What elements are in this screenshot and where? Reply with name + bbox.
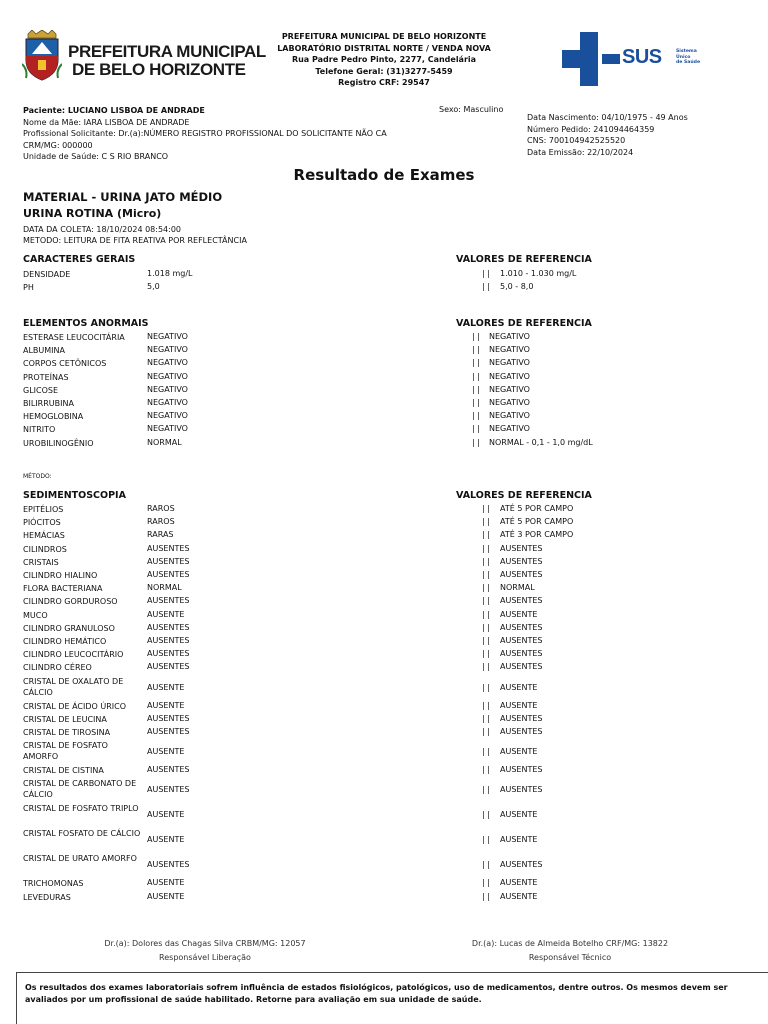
result-value: AUSENTES — [147, 765, 190, 775]
result-name: HEMOGLOBINA — [23, 412, 84, 422]
method-line: METODO: LEITURA DE FITA REATIVA POR REFLECTÂNCIA — [23, 236, 247, 246]
result-separator: | | — [482, 583, 490, 593]
result-name: CILINDRO HIALINO — [23, 571, 98, 580]
result-row — [23, 727, 743, 740]
result-name: CILINDRO HEMÁTICO — [23, 637, 107, 646]
result-name: FLORA BACTERIANA — [23, 584, 103, 594]
result-name: CILINDRO GRANULOSO — [23, 623, 115, 633]
result-reference: NORMAL - 0,1 - 1,0 mg/dL — [489, 437, 593, 447]
result-value: RAROS — [147, 504, 175, 513]
result-name: CRISTAL DE FOSFATO TRIPLO — [23, 804, 139, 814]
result-separator: | | — [482, 878, 490, 888]
result-reference: NORMAL — [500, 583, 535, 593]
cns-number: CNS: 700104942525520 — [527, 136, 626, 146]
signature-role: Responsável Liberação — [159, 953, 251, 962]
result-value: AUSENTES — [147, 727, 190, 736]
result-row — [23, 424, 743, 437]
result-reference: AUSENTES — [500, 636, 543, 645]
result-name: CRISTAL DE CARBONATO DE CÁLCIO — [23, 779, 137, 800]
result-row — [23, 372, 743, 385]
sus-subtitle-line: Sistema — [676, 49, 697, 54]
result-reference: AUSENTE — [500, 835, 538, 845]
result-row — [23, 636, 743, 649]
footer-divider — [16, 972, 768, 973]
result-value: RARAS — [147, 530, 174, 540]
lab-header — [250, 31, 518, 89]
result-value: AUSENTES — [147, 662, 190, 672]
result-value: AUSENTE — [147, 609, 185, 619]
result-separator: | | — [482, 765, 490, 775]
lab-header-line: Rua Padre Pedro Pinto, 2277, Candelária — [291, 55, 477, 65]
result-row — [23, 701, 743, 714]
result-row — [23, 358, 743, 371]
result-name: CILINDRO LEUCOCITÁRIO — [23, 650, 124, 660]
method-label: MÉTODO: — [23, 473, 52, 480]
reference-header: VALORES DE REFERENCIA — [456, 490, 592, 501]
result-value: NORMAL — [147, 583, 182, 593]
result-name: CRISTAL DE OXALATO DE CÁLCIO — [23, 676, 124, 697]
result-name: ESTERASE LEUCOCITÁRIA — [23, 333, 125, 342]
result-row — [23, 385, 743, 398]
result-value: AUSENTES — [147, 622, 190, 632]
signature-name: Dr.(a): Lucas de Almeida Botelho CRF/MG: 13822 — [471, 939, 669, 948]
result-value: 1.018 mg/L — [147, 269, 193, 278]
result-row — [23, 411, 743, 424]
result-value: NEGATIVO — [147, 398, 188, 407]
result-name: CILINDRO CÉREO — [23, 663, 92, 673]
result-reference: AUSENTES — [500, 570, 543, 579]
result-row — [23, 623, 743, 636]
result-reference: AUSENTES — [500, 713, 543, 723]
result-reference: AUSENTE — [500, 700, 538, 710]
result-name: CRISTAL FOSFATO DE CÁLCIO — [23, 829, 141, 839]
result-row — [23, 583, 743, 596]
result-reference: AUSENTES — [500, 556, 543, 566]
result-name: BILIRRUBINA — [23, 399, 74, 408]
result-reference: AUSENTE — [500, 891, 538, 901]
result-row — [23, 828, 743, 853]
result-reference: NEGATIVO — [489, 371, 530, 381]
health-unit: Unidade de Saúde: C S RIO BRANCO — [23, 152, 169, 162]
patient-info — [23, 105, 387, 163]
result-separator: | | — [482, 622, 490, 632]
result-row — [23, 740, 743, 765]
signature-name: Dr.(a): Dolores das Chagas Silva CRBM/MG: 12057 — [104, 939, 306, 948]
result-value: NEGATIVO — [147, 371, 188, 381]
collection-date: DATA DA COLETA: 18/10/2024 08:54:00 — [23, 225, 181, 234]
result-row — [23, 596, 743, 609]
result-reference: ATÉ 3 POR CAMPO — [500, 530, 574, 540]
result-reference: AUSENTES — [500, 649, 543, 659]
result-value: AUSENTES — [147, 556, 190, 566]
birth-date: Data Nascimento: 04/10/1975 - 49 Anos — [527, 113, 688, 122]
result-row — [23, 778, 743, 803]
result-reference: NEGATIVO — [489, 424, 530, 434]
result-name: PH — [23, 283, 34, 293]
result-separator: | | — [482, 596, 490, 606]
result-row — [23, 282, 743, 295]
page-title: Resultado de Exames — [293, 166, 475, 184]
result-name: LEVEDURAS — [23, 892, 71, 902]
result-name: CORPOS CETÔNICOS — [23, 359, 107, 369]
mother-name: Nome da Mãe: IARA LISBOA DE ANDRADE — [23, 117, 190, 127]
result-separator: | | — [472, 411, 480, 421]
result-value: NEGATIVO — [147, 332, 188, 341]
result-reference: AUSENTES — [500, 785, 543, 795]
result-name: CRISTAIS — [23, 557, 59, 567]
result-row — [23, 557, 743, 570]
result-reference: AUSENTE — [500, 747, 538, 757]
result-value: AUSENTE — [147, 878, 185, 888]
result-row — [23, 438, 743, 451]
result-separator: | | — [472, 424, 480, 434]
result-row — [23, 610, 743, 623]
signature-liberacao — [60, 937, 350, 965]
sus-subtitle-line: Único — [676, 54, 691, 60]
result-row — [23, 878, 743, 891]
result-reference: AUSENTE — [500, 878, 538, 888]
result-value: AUSENTES — [147, 636, 190, 645]
patient-sex: Sexo: Masculino — [439, 105, 504, 114]
reference-header: VALORES DE REFERENCIA — [456, 254, 592, 265]
result-value: AUSENTES — [147, 713, 190, 723]
result-name: NITRITO — [23, 425, 56, 435]
result-reference: AUSENTES — [500, 596, 543, 606]
result-value: NEGATIVO — [147, 411, 188, 421]
lab-header-line: PREFEITURA MUNICIPAL DE BELO HORIZONTE — [281, 32, 487, 41]
city-coat-of-arms-icon — [22, 30, 62, 82]
result-name: UROBILINOGÊNIO — [23, 438, 94, 448]
signature-role: Responsável Técnico — [528, 953, 612, 962]
result-separator: | | — [482, 543, 490, 553]
result-row — [23, 544, 743, 557]
result-separator: | | — [472, 371, 480, 381]
result-name: MUCO — [23, 610, 48, 620]
result-value: AUSENTE — [147, 700, 185, 710]
result-name: PROTEÍNAS — [23, 372, 69, 382]
lab-header-line: Registro CRF: 29547 — [338, 78, 430, 88]
result-reference: AUSENTES — [500, 622, 543, 632]
section-title-sedimento: SEDIMENTOSCOPIA — [23, 490, 126, 501]
result-row — [23, 332, 743, 345]
result-separator: | | — [472, 332, 480, 341]
result-separator: | | — [482, 810, 490, 820]
sus-subtitle-line: de Saúde — [676, 60, 701, 66]
result-separator: | | — [482, 530, 490, 540]
result-name: ALBUMINA — [23, 346, 65, 356]
issue-date: Data Emissão: 22/10/2024 — [527, 147, 634, 157]
result-value: NORMAL — [147, 437, 182, 447]
result-name: CILINDRO GORDUROSO — [23, 597, 118, 607]
lab-header-line: Telefone Geral: (31)3277-5459 — [315, 66, 453, 76]
result-separator: | | — [482, 282, 490, 292]
result-row — [23, 269, 743, 282]
result-separator: | | — [482, 649, 490, 659]
result-row — [23, 504, 743, 517]
result-reference: AUSENTES — [500, 662, 543, 672]
result-reference: AUSENTE — [500, 810, 538, 820]
sus-wordmark: SUS — [622, 46, 662, 68]
result-separator: | | — [482, 609, 490, 619]
city-logo-wordmark — [68, 43, 266, 79]
result-row — [23, 517, 743, 530]
result-value: NEGATIVO — [147, 345, 188, 355]
patient-extra-info — [527, 112, 688, 158]
result-name: PIÓCITOS — [23, 518, 61, 528]
result-value: AUSENTES — [147, 570, 190, 579]
result-name: EPITÉLIOS — [23, 505, 64, 514]
result-separator: | | — [482, 682, 490, 692]
result-value: AUSENTES — [147, 649, 190, 659]
result-reference: AUSENTES — [500, 543, 543, 553]
result-name: CRISTAL DE ÁCIDO ÚRICO — [23, 701, 127, 711]
result-separator: | | — [482, 727, 490, 736]
result-row — [23, 345, 743, 358]
result-reference: NEGATIVO — [489, 398, 530, 407]
result-reference: AUSENTES — [500, 765, 543, 775]
result-reference: 5,0 - 8,0 — [500, 282, 534, 292]
result-value: AUSENTES — [147, 785, 190, 795]
result-separator: | | — [472, 398, 480, 407]
result-name: CRISTAL DE TIROSINA — [23, 728, 111, 737]
result-separator: | | — [482, 891, 490, 901]
result-value: AUSENTES — [147, 543, 190, 553]
result-name: CRISTAL DE URATO AMORFO — [23, 854, 137, 864]
result-value: RAROS — [147, 517, 175, 527]
result-separator: | | — [482, 269, 490, 278]
order-number: Número Pedido: 241094464359 — [527, 124, 655, 134]
result-row — [23, 892, 743, 905]
result-name: CRISTAL DE CISTINA — [23, 766, 104, 776]
exam-heading: URINA ROTINA (Micro) — [23, 207, 162, 220]
result-reference: ATÉ 5 POR CAMPO — [500, 517, 574, 527]
result-value: AUSENTE — [147, 835, 185, 845]
result-row — [23, 662, 743, 675]
result-reference: 1.010 - 1.030 mg/L — [500, 269, 577, 278]
result-row — [23, 676, 743, 701]
result-reference: NEGATIVO — [489, 332, 530, 341]
requesting-professional: Profissional Solicitante: Dr.(a):NÚMERO REGISTRO PROFISSIONAL DO SOLICITANTE NÃO CA — [23, 129, 387, 139]
result-name: GLICOSE — [23, 385, 59, 395]
result-value: AUSENTES — [147, 596, 190, 606]
result-row — [23, 853, 743, 878]
logo-line-2: DE BELO HORIZONTE — [72, 60, 246, 79]
result-value: NEGATIVO — [147, 358, 188, 368]
result-reference: NEGATIVO — [489, 411, 530, 421]
result-name: DENSIDADE — [23, 270, 71, 279]
sus-subtitle — [676, 49, 700, 66]
result-separator: | | — [482, 570, 490, 579]
result-separator: | | — [482, 504, 490, 513]
logo-line-1: PREFEITURA MUNICIPAL — [68, 42, 266, 61]
result-separator: | | — [472, 345, 480, 355]
result-reference: ATÉ 5 POR CAMPO — [500, 504, 574, 513]
result-separator: | | — [472, 358, 480, 368]
patient-name: Paciente: LUCIANO LISBOA DE ANDRADE — [23, 106, 205, 115]
result-value: AUSENTE — [147, 810, 185, 820]
result-row — [23, 530, 743, 543]
result-name: TRICHOMONAS — [23, 879, 84, 889]
footer-disclaimer: Os resultados dos exames laboratoriais sofrem influência de estados fisiológicos, patológicos, uso de medicamentos, dentre outros. Os mesmos devem ser avaliados por um profissional de saúde habilitado. Retorne para avaliação em sua unidade de saúde. — [25, 983, 728, 1004]
result-separator: | | — [482, 662, 490, 672]
result-value: AUSENTE — [147, 682, 185, 692]
crm-number: CRM/MG: 000000 — [23, 140, 93, 150]
result-name: HEMÁCIAS — [23, 531, 65, 541]
result-value: AUSENTE — [147, 891, 185, 901]
result-reference: NEGATIVO — [489, 345, 530, 355]
result-row — [23, 765, 743, 778]
result-row — [23, 649, 743, 662]
result-separator: | | — [482, 747, 490, 757]
result-reference: AUSENTE — [500, 682, 538, 692]
result-separator: | | — [482, 785, 490, 795]
result-reference: NEGATIVO — [489, 384, 530, 394]
result-name: CRISTAL DE FOSFATO AMORFO — [23, 741, 108, 762]
material-heading: MATERIAL - URINA JATO MÉDIO — [23, 190, 223, 204]
signature-tecnico — [425, 937, 715, 965]
result-name: CILINDROS — [23, 544, 67, 554]
result-row — [23, 570, 743, 583]
result-separator: | | — [482, 700, 490, 710]
result-separator: | | — [482, 636, 490, 645]
result-name: CRISTAL DE LEUCINA — [23, 714, 107, 724]
result-reference: AUSENTES — [500, 727, 543, 736]
result-reference: NEGATIVO — [489, 358, 530, 368]
result-separator: | | — [472, 384, 480, 394]
result-row — [23, 398, 743, 411]
result-value: NEGATIVO — [147, 424, 188, 434]
result-reference: AUSENTES — [500, 860, 543, 870]
section-title-anormais: ELEMENTOS ANORMAIS — [23, 318, 149, 329]
result-value: NEGATIVO — [147, 384, 188, 394]
result-value: 5,0 — [147, 282, 160, 292]
result-reference: AUSENTE — [500, 609, 538, 619]
result-separator: | | — [482, 556, 490, 566]
result-separator: | | — [482, 835, 490, 845]
result-separator: | | — [482, 713, 490, 723]
section-title-gerais: CARACTERES GERAIS — [23, 254, 136, 265]
result-value: AUSENTES — [147, 860, 190, 870]
result-separator: | | — [482, 860, 490, 870]
result-separator: | | — [472, 437, 480, 447]
result-value: AUSENTE — [147, 747, 185, 757]
result-separator: | | — [482, 517, 490, 527]
collection-info — [23, 224, 247, 247]
reference-header: VALORES DE REFERENCIA — [456, 318, 592, 329]
result-row — [23, 714, 743, 727]
lab-header-line: LABORATÓRIO DISTRITAL NORTE / VENDA NOVA — [277, 43, 491, 53]
result-row — [23, 803, 743, 828]
